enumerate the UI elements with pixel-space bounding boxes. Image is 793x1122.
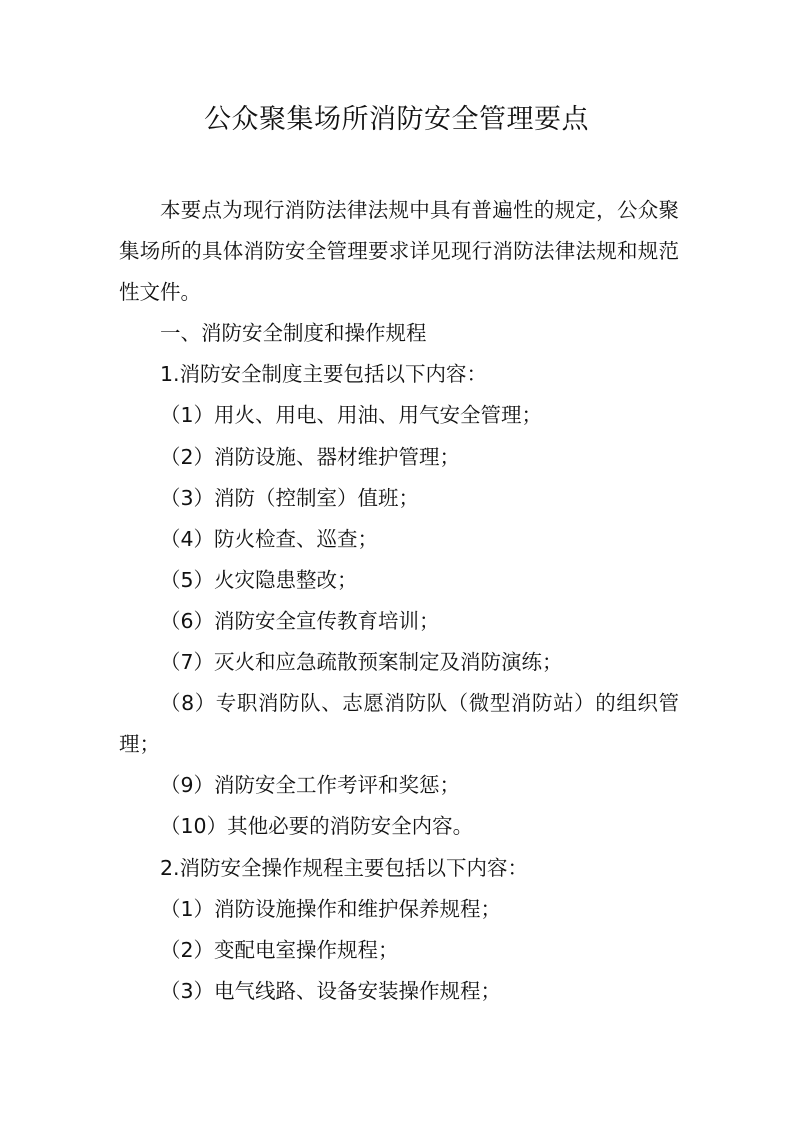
list-item: （6）消防安全宣传教育培训； — [160, 608, 440, 633]
document-body — [119, 190, 679, 1012]
list-item: （7）灭火和应急疏散预案制定及消防演练； — [160, 650, 563, 675]
list-item: （5）火灾隐患整改； — [160, 567, 358, 592]
list-item: （8）专职消防队、志愿消防队（微型消防站）的组织管理； — [119, 691, 679, 757]
list-item: （3）消防（控制室）值班； — [160, 485, 420, 510]
list-item: （10）其他必要的消防安全内容。 — [160, 814, 474, 839]
list-item: （2）消防设施、器材维护管理； — [160, 444, 461, 469]
document-title: 公众聚集场所消防安全管理要点 — [204, 104, 589, 135]
subsection-heading: 1.消防安全制度主要包括以下内容： — [160, 362, 488, 387]
list-item: （3）电气线路、设备安装操作规程； — [160, 978, 502, 1003]
list-item: （4）防火检查、巡查； — [160, 526, 379, 551]
list-item: （9）消防安全工作考评和奖惩； — [160, 773, 461, 798]
intro-paragraph: 本要点为现行消防法律法规中具有普遍性的规定，公众聚集场所的具体消防安全管理要求详见现行消防法律法规和规范性文件。 — [119, 198, 679, 305]
list-item: （1）用火、用电、用油、用气安全管理； — [160, 403, 543, 428]
subsection-heading: 2.消防安全操作规程主要包括以下内容： — [160, 855, 529, 880]
section-heading: 一、消防安全制度和操作规程 — [160, 321, 427, 346]
list-item: （1）消防设施操作和维护保养规程； — [160, 896, 502, 921]
list-item: （2）变配电室操作规程； — [160, 937, 399, 962]
